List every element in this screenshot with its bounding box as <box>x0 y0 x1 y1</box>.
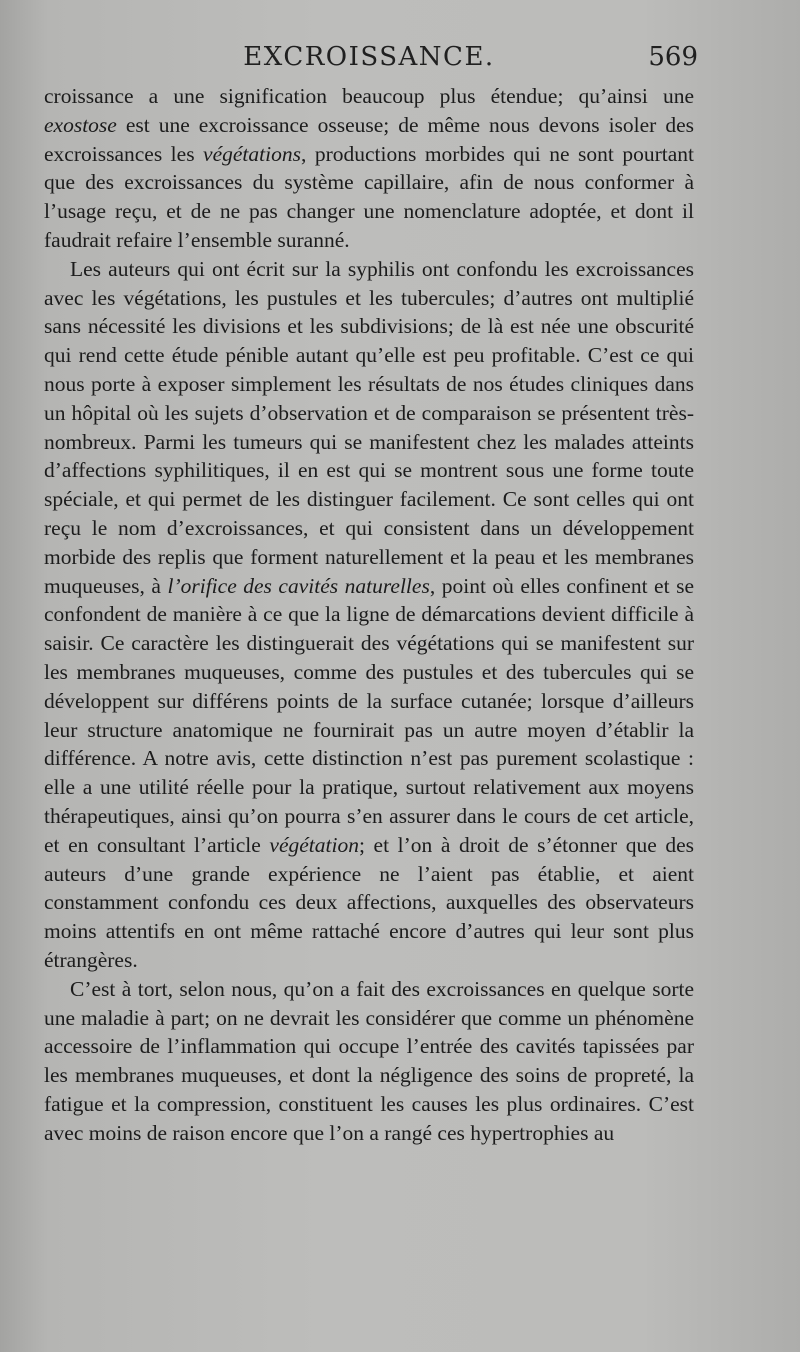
text-run: est une excroissance osseuse; de même nous devons isoler des excroissances les <box>44 112 694 166</box>
italic-run: exostose <box>44 112 117 137</box>
paragraph-3 <box>44 975 694 1148</box>
italic-run: végétation <box>269 832 359 857</box>
text-run: ; et l’on à droit de s’étonner que des auteurs d’une grande expérience ne l’aient pas établie, et aient constamment confondu ces deux affections, auxquelles des observateurs moins attentifs en ont même rattaché encore d’autres qui leur sont plus étrangères. <box>44 832 694 972</box>
body-text <box>44 82 694 1147</box>
paragraph-2 <box>44 255 694 975</box>
page-number: 569 <box>648 42 698 72</box>
italic-run: l’orifice des cavités naturelles <box>167 573 430 598</box>
text-run: , point où elles confinent et se confondent de manière à ce que la ligne de démarcations devient difficile à saisir. Ce caractère les distinguerait des végétations qui se manifestent sur les membranes muqueuses, comme des pustules et des tubercules qui se développent sur différens points de la surface cutanée; lorsque d’ailleurs leur structure anatomique ne fournirait pas un autre moyen d’établir la différence. A notre avis, cette distinction n’est pas purement scolastique : elle a une utilité réelle pour la pratique, surtout relativement aux moyens thérapeutiques, ainsi qu’on pourra s’en assurer dans le cours de cet article, et en consultant l’article <box>44 573 694 857</box>
paragraph-1 <box>44 82 694 255</box>
text-run: , productions morbides qui ne sont pourtant que des excroissances du système capillaire, afin de nous conformer à l’usage reçu, et de ne pas changer une nomenclature adoptée, et dont il faudrait refaire l’ensemble suranné. <box>44 141 694 252</box>
text-run: Les auteurs qui ont écrit sur la syphilis ont confondu les excroissances avec les végétations, les pustules et les tubercules; d’autres ont multiplié sans nécessité les divisions et les subdivisions; de là est née une obscurité qui rend cette étude pénible autant qu’elle est peu profitable. C’est ce qui nous porte à exposer simplement les résultats de nos études cliniques dans un hôpital où les sujets d’observation et de comparaison se présentent très-nombreux. Parmi les tumeurs qui se manifestent chez les malades atteints d’affections syphilitiques, il en est qui se montrent sous une forme toute spéciale, et qui permet de les distinguer facilement. Ce sont celles qui ont reçu le nom d’excroissances, et qui consistent dans un développement morbide des replis que forment naturellement et la peau et les membranes muqueuses, à <box>44 256 694 598</box>
running-title: EXCROISSANCE. <box>243 42 495 72</box>
page-header <box>44 38 698 78</box>
text-run: croissance a une signification beaucoup plus étendue; qu’ainsi une <box>44 84 694 108</box>
italic-run: végétations <box>203 141 301 166</box>
text-run: C’est à tort, selon nous, qu’on a fait des excroissances en quelque sorte une maladie à part; on ne devrait les considérer que comme un phénomène accessoire de l’inflammation qui occupe l’entrée des cavités tapissées par les membranes muqueuses, et dont la négligence des soins de propreté, la fatigue et la compression, constituent les causes les plus ordinaires. C’est avec moins de raison encore que l’on a rangé ces hypertrophies au <box>44 976 694 1145</box>
